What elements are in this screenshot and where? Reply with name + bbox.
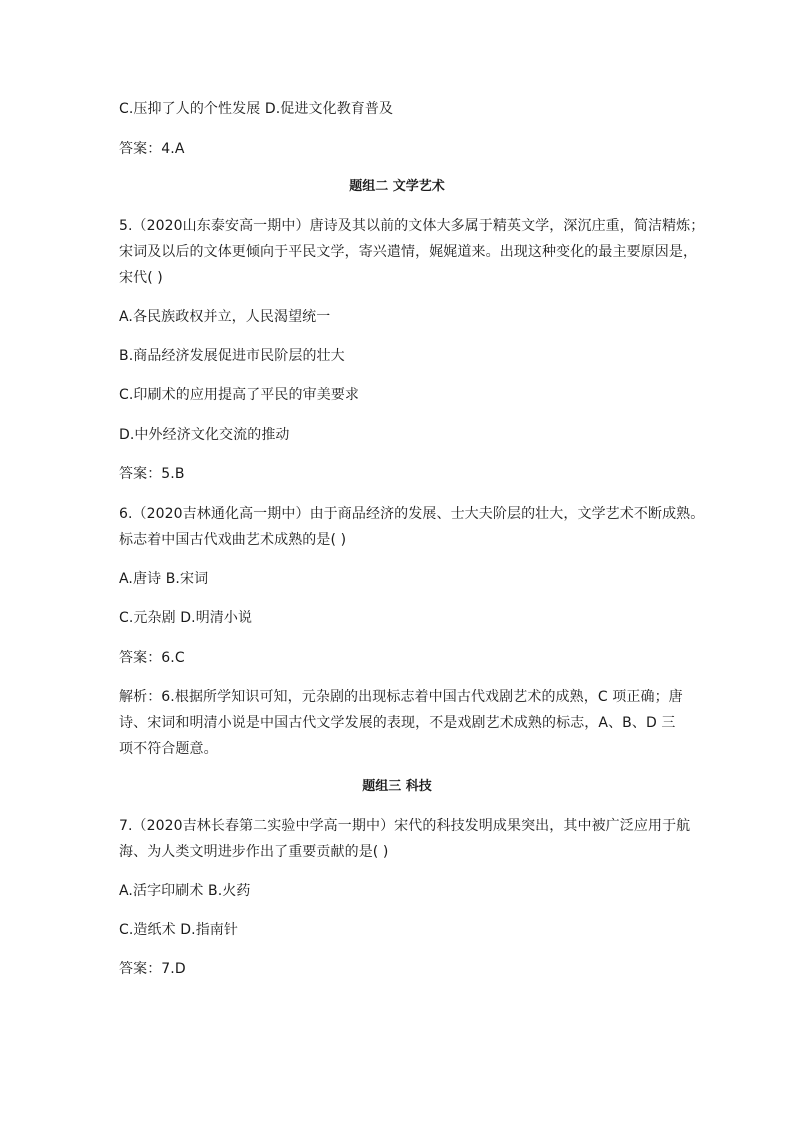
question-5-option-b: B.商品经济发展促进市民阶层的壮大: [119, 348, 345, 364]
question-6-line-2: 标志着中国古代戏曲艺术成熟的是( ): [119, 532, 347, 548]
question-5-line-3: 宋代( ): [119, 270, 163, 286]
question-7-line-1: 7.（2020吉林长春第二实验中学高一期中）宋代的科技发明成果突出，其中被广泛应用于航: [119, 818, 691, 834]
question-5-line-1: 5.（2020山东泰安高一期中）唐诗及其以前的文体大多属于精英文学，深沉庄重，简洁精炼；: [119, 218, 705, 234]
analysis-6-line-1: 解析：6.根据所学知识可知，元杂剧的出现标志着中国古代戏剧艺术的成熟，C 项正确；唐: [119, 689, 683, 705]
question-6-options-ab: A.唐诗 B.宋词: [119, 571, 209, 587]
answer-7: 答案：7.D: [119, 961, 186, 977]
question-7-options-ab: A.活字印刷术 B.火药: [119, 883, 251, 899]
question-6-line-1: 6.（2020吉林通化高一期中）由于商品经济的发展、士大夫阶层的壮大，文学艺术不断成熟。: [119, 506, 705, 522]
question-5-option-a: A.各民族政权并立，人民渴望统一: [119, 309, 331, 325]
option-line-4cd: C.压抑了人的个性发展 D.促进文化教育普及: [119, 101, 394, 117]
question-6-options-cd: C.元杂剧 D.明清小说: [119, 610, 253, 626]
answer-5: 答案：5.B: [119, 466, 185, 482]
answer-4: 答案：4.A: [119, 141, 185, 157]
question-5-option-c: C.印刷术的应用提高了平民的审美要求: [119, 387, 360, 403]
question-7-line-2: 海、为人类文明进步作出了重要贡献的是( ): [119, 844, 389, 860]
question-7-options-cd: C.造纸术 D.指南针: [119, 922, 239, 938]
question-5-option-d: D.中外经济文化交流的推动: [119, 427, 290, 443]
section-heading-technology: 题组三 科技: [362, 779, 432, 794]
analysis-6-line-2: 诗、宋词和明清小说是中国古代文学发展的表现，不是戏剧艺术成熟的标志，A、B、D 三: [119, 715, 676, 731]
section-heading-literature-art: 题组二 文学艺术: [349, 179, 445, 194]
analysis-6-line-3: 项不符合题意。: [119, 741, 218, 757]
question-5-line-2: 宋词及以后的文体更倾向于平民文学，寄兴遣情，娓娓道来。出现这种变化的最主要原因是，: [119, 244, 698, 260]
answer-6: 答案：6.C: [119, 650, 185, 666]
